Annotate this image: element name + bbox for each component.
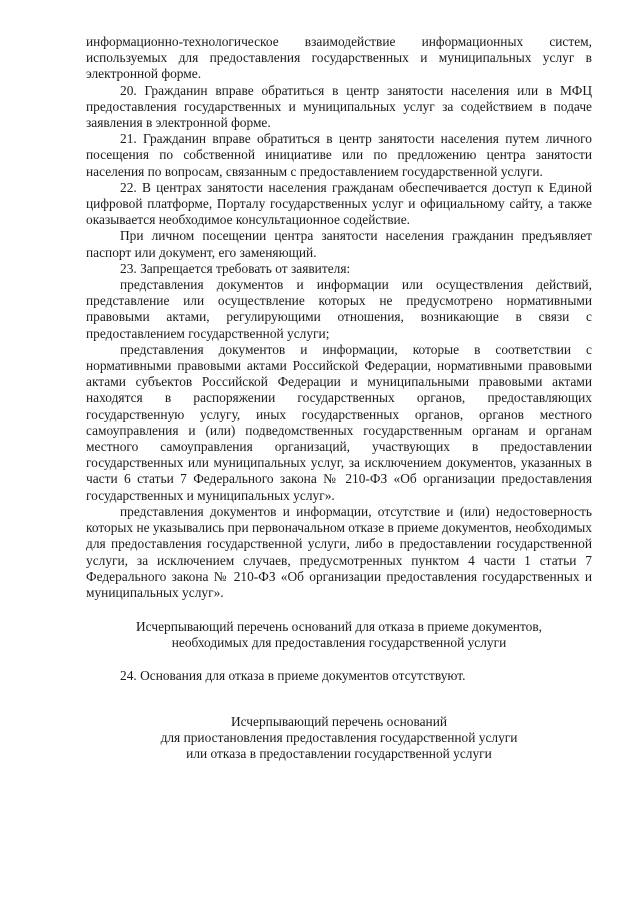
paragraph-continuation: информационно-технологическое взаимодействие информационных систем, используемых для предоставления государственных и муниципальных услуг в электронной форме. (86, 34, 592, 82)
paragraph-23: 23. Запрещается требовать от заявителя: (120, 260, 351, 276)
paragraph-24: 24. Основания для отказа в приеме документов отсутствуют. (120, 667, 466, 683)
heading-line: или отказа в предоставлении государственной услуги (186, 746, 492, 762)
section-heading-refusal-acceptance (86, 619, 592, 651)
heading-line: Исчерпывающий перечень оснований для отказа в приеме документов, (135, 619, 543, 635)
document-page (86, 34, 592, 762)
paragraph-22-passport: При личном посещении центра занятости населения гражданин предъявляет паспорт или документ, его заменяющий. (86, 228, 592, 260)
section-heading-suspension-refusal (86, 714, 592, 763)
heading-line: необходимых для предоставления государственной услуги (171, 635, 507, 651)
paragraph-22: 22. В центрах занятости населения гражданам обеспечивается доступ к Единой цифровой платформе, Порталу государственных услуг и официальному сайту, а также оказывается необходимое консультационное содействие. (86, 179, 592, 228)
paragraph-20: 20. Гражданин вправе обратиться в центр занятости населения или в МФЦ предоставления государственных и муниципальных услуг за содействием в подаче заявления в электронной форме. (86, 82, 592, 131)
heading-line: для приостановления предоставления государственной услуги (160, 729, 518, 745)
paragraph-23-item-1: представления документов и информации или осуществления действий, представление или осуществление которых не предусмотрено нормативными правовыми актами, регулирующими отношения, возникающие в связи с предоставлением государственной услуги; (86, 277, 592, 341)
paragraph-23-item-2: представления документов и информации, которые в соответствии с нормативными правовыми актами Российской Федерации, нормативными правовыми актами субъектов Российской Федерации и муниципальными правовыми актами находятся в распоряжении государственных органов, предоставляющих государственную услугу, иных государственных органов, органов местного самоуправления и (или) подведомственных государственным органам и органам местного самоуправления организаций, участвующих в предоставлении государственных или муниципальных услуг, за исключением документов, указанных в части 6 статьи 7 Федерального закона № 210-ФЗ «Об организации предоставления государственных и муниципальных услуг». (86, 341, 592, 503)
heading-line: Исчерпывающий перечень оснований (230, 713, 448, 729)
paragraph-23-item-3: представления документов и информации, отсутствие и (или) недостоверность которых не указывались при первоначальном отказе в приеме документов, необходимых для предоставления государственной услуги, либо в предоставлении государственной услуги, за исключением случаев, предусмотренных пунктом 4 части 1 статьи 7 Федерального закона № 210-ФЗ «Об организации предоставления государственных и муниципальных услуг». (86, 503, 592, 600)
paragraph-21: 21. Гражданин вправе обратиться в центр занятости населения путем личного посещения по собственной инициативе или по предложению центра занятости населения по вопросам, связанным с предоставлением государственной услуги. (86, 131, 592, 179)
